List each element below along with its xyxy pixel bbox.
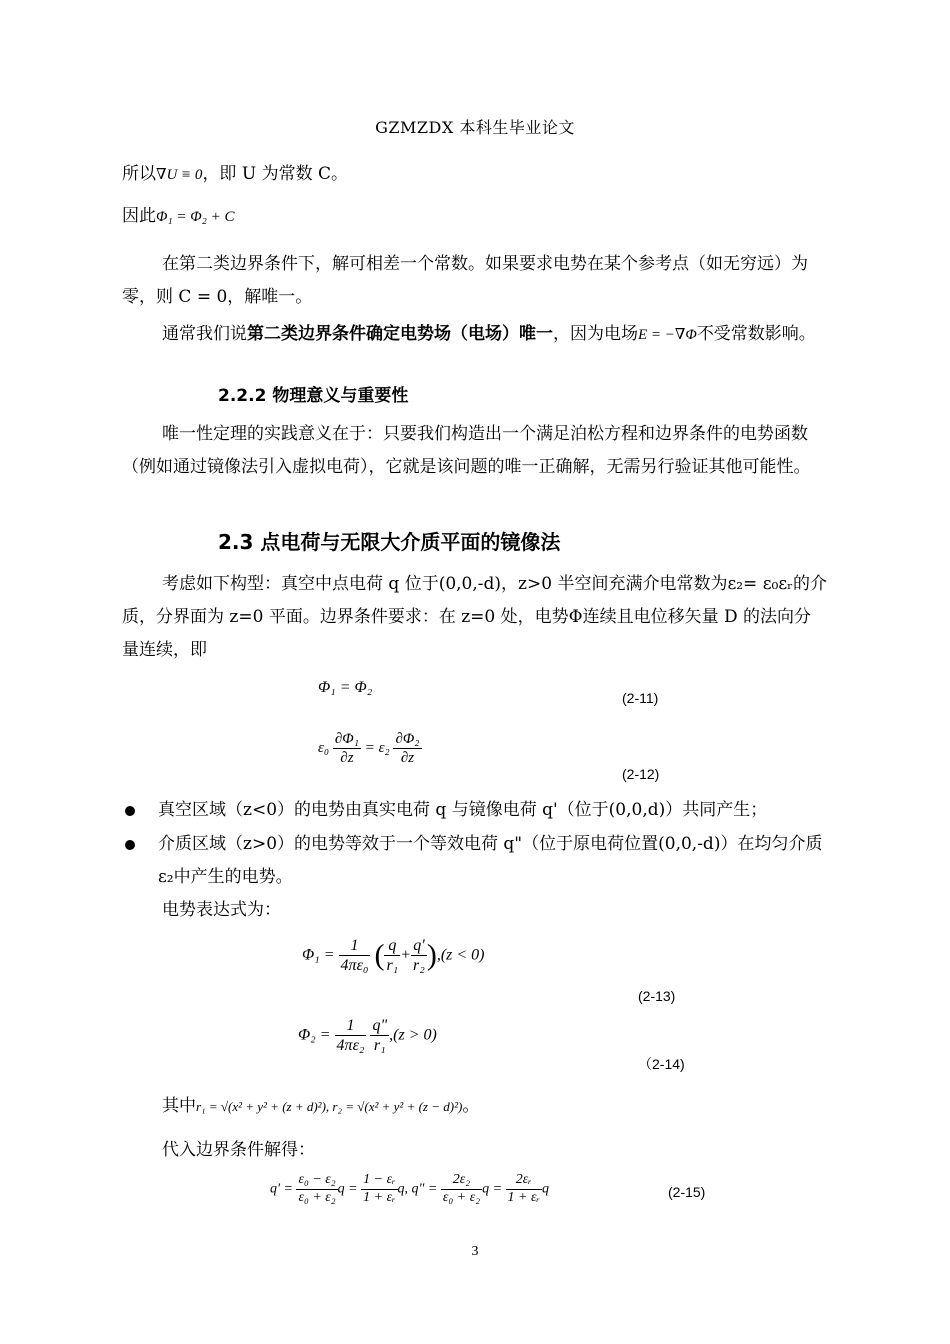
line-r-definitions [162,1096,479,1116]
text-so: 所以 [122,164,156,184]
equation-2-12 [318,730,422,767]
eq12-frac2-den: ∂z [400,750,415,766]
eq13-term-a-num: q [384,936,400,956]
eq14-term-den: r₁ [373,1037,386,1055]
eq12-equals: = [364,739,375,756]
paragraph-second-kind: 在第二类边界条件下，解可相差一个常数。如果要求电势在某个参考点（如无穷远）为零，则 C = 0，解唯一。 [122,254,808,307]
text-substitute: 代入边界条件解得： [162,1140,315,1160]
eq13-close-paren: ) [426,938,437,972]
eq15-frac2-num: 1 − εᵣ [361,1172,397,1190]
eq13-prefactor [339,936,371,975]
eq15-text4: q [541,1181,549,1197]
eq14-prefactor-den: 4πε₂ [336,1037,365,1055]
bullet-dot-2 [125,840,135,850]
eq13-term-b-num: q' [411,936,427,956]
paragraph-configuration: 考虑如下构型：真空中点电荷 q 位于(0,0,-d)，z>0 半空间充满介电常数为ε₂= ε₀εᵣ的介质，分界面为 z=0 平面。边界条件要求：在 z=0 处，电势Φ连续且电位移矢量 D 的法向分量连续，即 [122,574,828,660]
eq14-lhs: Φ₂ = [298,1026,331,1044]
eq15-frac1-den: ε₀ + ε₂ [298,1189,336,1205]
eq15-frac1-num: ε₀ − ε₂ [296,1172,337,1190]
section-heading-2-2-2: 2.2.2 物理意义与重要性 [218,386,409,406]
equation-number-2-15: (2-15) [668,1184,706,1200]
math-r-definitions: r₁ = √(x² + y² + (z + d)²), r₂ = √(x² + y² + (z − d)²) [196,1099,463,1114]
eq13-term-a [384,936,400,975]
line-nabla-u [122,164,348,184]
equation-number-2-14: （2-14) [638,1056,685,1072]
bullet-item-vacuum: 真空区域（z<0）的电势由真实电荷 q 与镜像电荷 q'（位于(0,0,d)）共同产生； [158,800,768,820]
equation-2-13: Φ₁ = $\frac{1}{\text{4πε₀}}$ ( $\frac{q}{\text{r₁}}$ + $\frac{q'}{\text{r₂}}$ ),(z < 0) [302,937,485,975]
equation-number-2-11: (2-11) [622,690,659,706]
eq15-lhs: q' = [270,1181,293,1197]
text-usually: 通常我们说 [162,324,247,344]
eq13-condition: (z < 0) [440,946,485,964]
eq13-lhs: Φ₁ = [302,946,335,964]
text-not-affected: 不受常数影响。 [696,324,816,344]
eq15-frac3-num: 2ε₂ [441,1172,482,1190]
eq13-term-b [411,936,427,975]
eq12-frac1 [333,730,361,767]
equation-2-14 [298,1016,437,1055]
equation-number-2-13: (2-13) [638,988,676,1004]
text-potential-expression: 电势表达式为： [162,900,281,920]
line-phi-relation [122,206,235,226]
equation-number-2-12: (2-12) [622,766,660,782]
eq15-frac1 [296,1172,337,1207]
bullet-item-dielectric: 介质区域（z>0）的电势等效于一个等效电荷 q"（位于原电荷位置(0,0,-d)）在均匀介质ε₂中产生的电势。 [158,834,823,887]
text-therefore: 因此 [122,206,156,226]
math-e-field: E = −∇Φ [638,327,697,343]
eq14-condition: ,(z > 0) [389,1026,437,1044]
eq12-frac1-num: ∂Φ₁ [334,731,359,747]
eq15-frac4 [506,1172,542,1207]
eq14-term-num: q" [370,1016,389,1036]
eq13-plus: + [400,946,412,964]
eq13-open-paren: ( [374,938,385,972]
eq15-frac3 [441,1172,482,1207]
equation-2-11: Φ₁ = Φ₂ [318,679,373,696]
text-period: 。 [462,1096,480,1116]
eq15-text1: q = [337,1181,358,1197]
eq12-frac2-num: ∂Φ₂ [395,731,420,747]
eq14-term [370,1016,389,1055]
text-because: ，因为电场 [553,324,638,344]
eq12-frac2 [393,730,421,767]
text-u-constant: ，即 U 为常数 C。 [202,164,348,184]
paragraph-practical-meaning: 唯一性定理的实践意义在于：只要我们构造出一个满足泊松方程和边界条件的电势函数（例如通过镜像法引入虚拟电荷），它就是该问题的唯一正确解，无需另行验证其他可能性。 [122,424,811,477]
eq13-prefactor-num: 1 [339,936,371,956]
eq12-eps0: ε₀ [318,739,330,756]
text-where: 其中 [162,1096,196,1116]
page-number: 3 [471,1244,479,1259]
equation-2-15 [270,1172,549,1207]
eq15-frac3-den: ε₀ + ε₂ [442,1189,481,1205]
eq14-prefactor-num: 1 [335,1016,367,1036]
eq15-frac2-den: 1 + εᵣ [363,1189,396,1205]
section-heading-2-3: 2.3 点电荷与无限大介质平面的镜像法 [218,530,561,554]
eq15-frac4-den: 1 + εᵣ [507,1189,540,1205]
eq15-text2: q, q" = [397,1181,438,1197]
eq12-eps2: ε₂ [378,739,390,756]
eq15-frac2 [361,1172,397,1207]
eq13-term-b-den: r₂ [413,957,425,975]
eq12-frac1-den: ∂z [340,750,354,766]
bullet-dot-1 [125,806,135,816]
eq13-prefactor-den: 4πε₀ [340,957,369,975]
eq15-text3: q = [482,1181,503,1197]
math-nabla-u: ∇U ≡ 0 [156,167,203,183]
eq13-term-a-den: r₁ [386,957,399,975]
eq14-prefactor [335,1016,367,1055]
text-bold-statement: 第二类边界条件确定电势场（电场）唯一 [247,324,553,344]
paragraph-uniqueness-field [122,318,828,352]
eq15-frac4-num: 2εᵣ [506,1172,542,1190]
running-header: GZMZDX 本科生毕业论文 [375,118,575,137]
math-phi-relation: Φ₁ = Φ₂ + C [156,209,235,225]
